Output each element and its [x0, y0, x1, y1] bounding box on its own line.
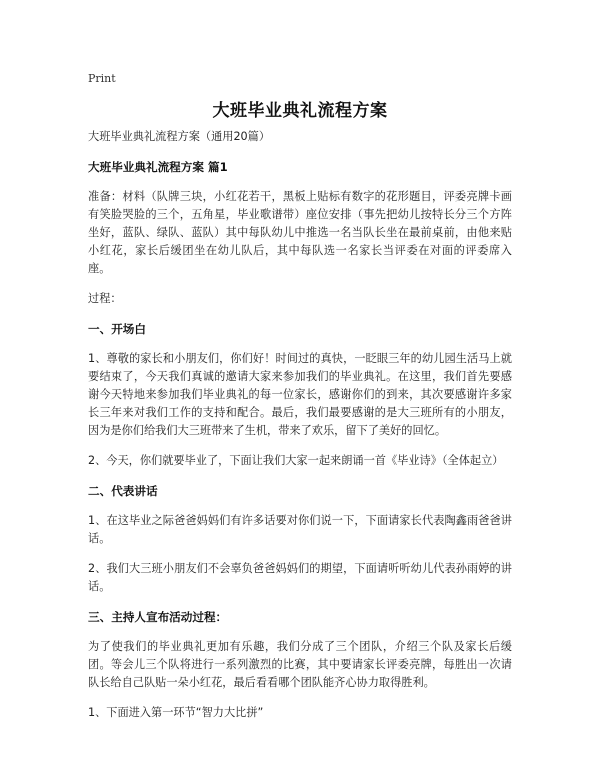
heading-opening: 一、开场白	[88, 322, 146, 336]
print-link[interactable]: Print	[88, 72, 116, 85]
paragraph-opening-1: 1、尊敬的家长和小朋友们，你们好！时间过的真快，一眨眼三年的幼儿园生活马上就要结束了，今天我们真诚的邀请大家来参加我们的毕业典礼。在这里，我们首先要感谢今天特地来参加我们毕业典礼的每一位家长，感谢你们的到来，其次要感谢许多家长三年来对我们工作的支持和配合。最后，我们最要感谢的是大三班所有的小朋友，因为是你们给我们大三班带来了生机，带来了欢乐，留下了美好的回忆。	[88, 352, 512, 437]
heading-speeches: 二、代表讲话	[88, 484, 158, 498]
paragraph-opening-2: 2、今天，你们就要毕业了，下面让我们大家一起来朗诵一首《毕业诗》（全体起立）	[88, 454, 504, 467]
section-title: 大班毕业典礼流程方案 篇1	[88, 160, 228, 174]
paragraph-first-round: 1、下面进入第一环节“智力大比拼”	[88, 706, 264, 719]
document-subtitle: 大班毕业典礼流程方案（通用20篇）	[88, 130, 271, 143]
paragraph-process-label: 过程：	[88, 292, 122, 305]
heading-host-process: 三、主持人宣布活动过程：	[88, 610, 228, 624]
paragraph-speech-2: 2、我们大三班小朋友们不会辜负爸爸妈妈们的期望，下面请听听幼儿代表孙雨婷的讲话。	[88, 562, 512, 593]
page-title: 大班毕业典礼流程方案	[212, 101, 388, 121]
paragraph-speech-1: 1、在这毕业之际爸爸妈妈们有许多话要对你们说一下，下面请家长代表陶鑫雨爸爸讲话。	[88, 514, 512, 545]
paragraph-preparation: 准备：材料（队牌三块，小红花若干，黑板上贴标有数字的花形题目，评委亮牌卡画有笑脸哭脸的三个，五角星，毕业歌谱带）座位安排（事先把幼儿按特长分三个方阵坐好，蓝队、绿队、蓝队）其中每队幼儿中推选一名当队长坐在最前桌前，由他来贴小红花，家长后缓团坐在幼儿队后，其中每队选一名家长当评委在对面的评委席入座。	[88, 190, 512, 275]
paragraph-host-process: 为了使我们的毕业典礼更加有乐趣，我们分成了三个团队，介绍三个队及家长后缓团。等会儿三个队将进行一系列激烈的比赛，其中要请家长评委亮牌，每胜出一次请队长给自己队贴一朵小红花，最后看看哪个团队能齐心协力取得胜利。	[88, 640, 512, 689]
document-content	[88, 128, 512, 732]
